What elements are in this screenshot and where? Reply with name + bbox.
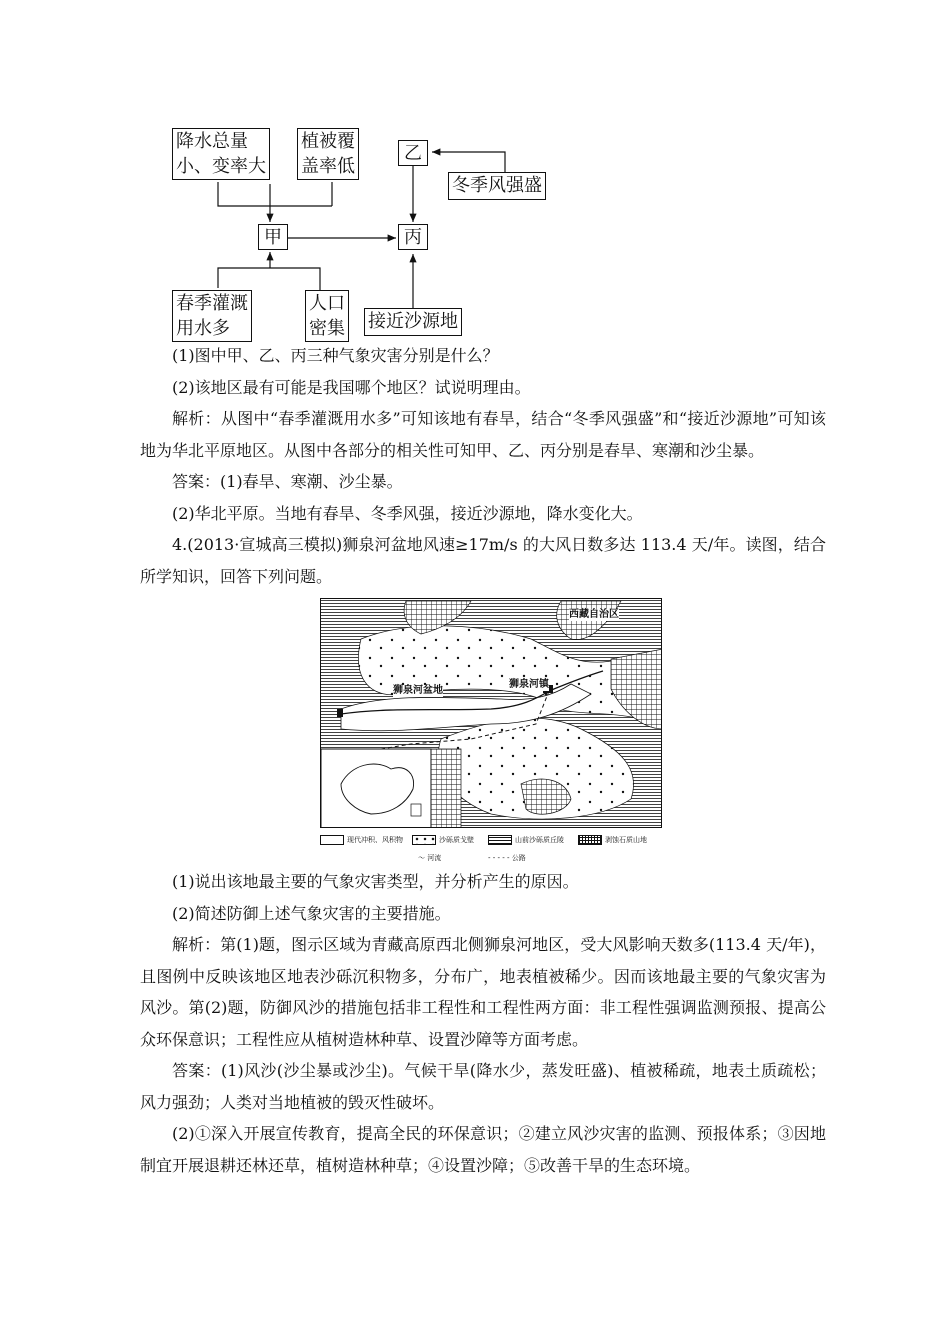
shiquanhe-map xyxy=(320,598,662,828)
q3-answer2: (2)华北平原。当地有春旱、冬季风强，接近沙源地，降水变化大。 xyxy=(172,503,643,523)
box-precipitation: 降水总量 小、变率大 xyxy=(172,128,270,180)
q4-analysis: 解析：第(1)题，图示区域为青藏高原西北侧狮泉河地区，受大风影响天数多(113.4 天/年)，且图例中反映该地区地表沙砾沉积物多，分布广，地表植被稀少。因而该地最主要的气象灾害为风沙。第(2)题，防御风沙的措施包括非工程性和工程性两方面：非工程性强调监测预报、提高公众环保意识；工程性应从植树造林种草、设置沙障等方面考虑。 xyxy=(140,935,826,1049)
q4-answer1: 答案：(1)风沙(沙尘暴或沙尘)。气候干旱(降水少，蒸发旺盛)、植被稀疏，地表土质疏松；风力强劲；人类对当地植被的毁灭性破坏。 xyxy=(140,1061,826,1112)
node-bing: 丙 xyxy=(398,224,428,250)
box-spring-irrigation: 春季灌溉 用水多 xyxy=(172,290,252,342)
legend-road: - - - - - 公路 xyxy=(488,854,526,862)
q3-analysis: 解析：从图中“春季灌溉用水多”可知该地有春旱，结合“冬季风强盛”和“接近沙源地”可知该地为华北平原地区。从图中各部分的相关性可知甲、乙、丙分别是春旱、寒潮和沙尘暴。 xyxy=(140,409,826,460)
box-population: 人口 密集 xyxy=(305,290,349,342)
label-basin: 狮泉河盆地 xyxy=(393,685,443,696)
map-legend xyxy=(320,833,670,869)
q4-stem: 4.(2013·宣城高三模拟)狮泉河盆地风速≥17m/s 的大风日数多达 113.4 天/年。读图，结合所学知识，回答下列问题。 xyxy=(140,535,826,586)
node-jia: 甲 xyxy=(258,224,288,250)
legend-swatch-hatch xyxy=(488,835,512,845)
label-tibet: 西藏自治区 xyxy=(569,609,619,620)
question-4-block xyxy=(140,866,826,1181)
q4-sub1: (1)说出该地最主要的气象灾害类型，并分析产生的原因。 xyxy=(172,872,579,891)
q4-answer2: (2)①深入开展宣传教育，提高全民的环保意识；②建立风沙灾害的监测、预报体系；③因地制宜开展退耕还林还草，植树造林种草；④设置沙障；⑤改善干旱的生态环境。 xyxy=(140,1124,826,1175)
q3-sub2: (2)该地区最有可能是我国哪个地区？试说明理由。 xyxy=(172,377,531,397)
legend-swatch-grid xyxy=(578,835,602,845)
question-3-block xyxy=(140,340,826,592)
cause-flowchart xyxy=(160,118,580,348)
legend-swatch-plain xyxy=(320,835,344,845)
box-sand-source: 接近沙源地 xyxy=(364,308,462,336)
map-graphic xyxy=(321,599,662,828)
box-winter-wind: 冬季风强盛 xyxy=(448,172,546,200)
legend-rocky: 剥蚀石质山地 xyxy=(578,835,647,845)
q3-sub1: (1)图中甲、乙、丙三种气象灾害分别是什么？ xyxy=(172,346,499,365)
legend-foothill: 山前沙砾质丘陵 xyxy=(488,835,564,845)
q4-sub2: (2)简述防御上述气象灾害的主要措施。 xyxy=(172,903,451,923)
label-town: 狮泉河镇 xyxy=(509,679,549,690)
q3-answer1: 答案：(1)春旱、寒潮、沙尘暴。 xyxy=(172,472,403,491)
legend-swatch-dots xyxy=(412,835,436,845)
box-vegetation: 植被覆 盖率低 xyxy=(297,128,359,180)
node-yi: 乙 xyxy=(398,140,428,166)
legend-alluvial: 现代冲积、风积物 xyxy=(320,835,403,845)
legend-river: 〜 河流 xyxy=(418,854,442,862)
legend-gobi: 沙砾质戈壁 xyxy=(412,835,474,845)
